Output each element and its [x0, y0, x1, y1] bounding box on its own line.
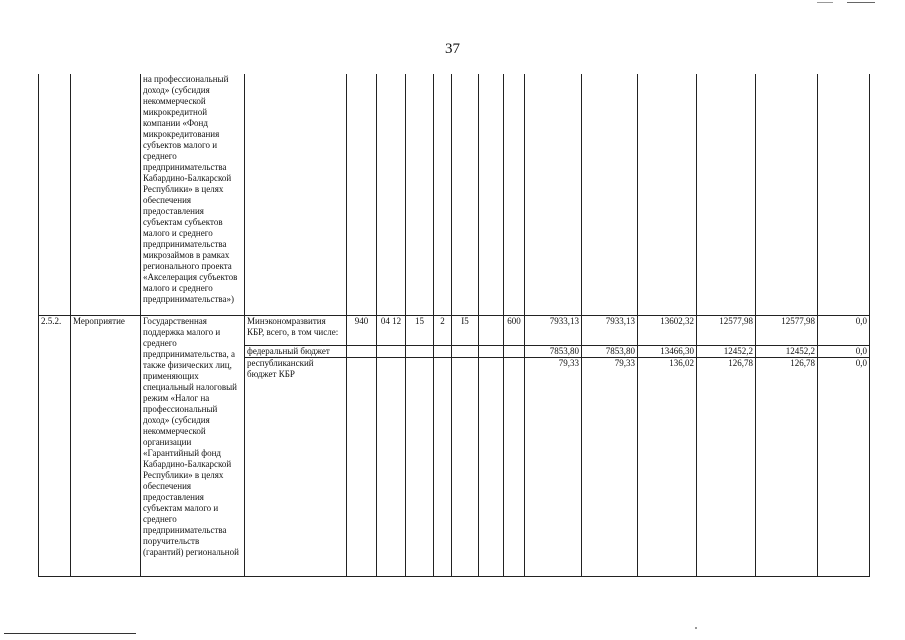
code-cell	[406, 74, 434, 315]
table-row-continuation	[39, 74, 870, 315]
description-cell: на профессиональный доход» (субсидия некоммерческой микрокредитной компании «Фонд микрокредитования субъектов малого и среднего предпринимательства Кабардино-Балкарской Республики» в целях обеспечения предоставления субъектам субъектов малого и среднего предпринимательства микрозаймов в рамках регионального проекта «Акселерация субъектов малого и среднего предпринимательства»)	[141, 74, 245, 315]
value-cell	[756, 74, 818, 315]
value-cell: 79,33	[525, 357, 582, 576]
code-cs-1: 15	[406, 315, 434, 345]
value-cell: 7853,80	[582, 345, 638, 357]
code-empty	[479, 315, 504, 345]
code-cell	[504, 74, 525, 315]
code-cell	[504, 357, 525, 576]
code-cell	[479, 74, 504, 315]
scan-mark	[847, 2, 875, 3]
value-cell: 13466,30	[638, 345, 697, 357]
value-cell: 12452,2	[697, 345, 756, 357]
code-grbs: 940	[347, 315, 377, 345]
value-cell: 7853,80	[525, 345, 582, 357]
code-cell	[347, 357, 377, 576]
footnote-rule	[4, 633, 136, 634]
type-cell	[71, 74, 141, 315]
code-cell	[434, 345, 452, 357]
code-cell	[377, 74, 406, 315]
code-cell	[452, 357, 479, 576]
table-row-total	[39, 315, 870, 345]
row-description: Государственная поддержка малого и среднего предпринимательства, а также физических лиц, применяющих специальный налоговый режим «Налог на профессиональный доход» (субсидия некоммерческой организации «Гарантийный фонд Кабардино-Балкарской Республики» в целях обеспечения предоставления субъектам малого и среднего предпринимательства поручительств (гарантий) региональной	[141, 315, 245, 576]
value-cell: 126,78	[697, 357, 756, 576]
code-cell	[406, 345, 434, 357]
value-cell: 79,33	[582, 357, 638, 576]
code-cell	[434, 357, 452, 576]
code-cell	[406, 357, 434, 576]
code-rz-pr: 04 12	[377, 315, 406, 345]
code-cs-2: 2	[434, 315, 452, 345]
code-cell	[452, 74, 479, 315]
value-cell: 12452,2	[756, 345, 818, 357]
source-label: Минэкономразвития КБР, всего, в том числе:	[245, 315, 347, 345]
source-label: федеральный бюджет	[245, 345, 347, 357]
code-vr: 600	[504, 315, 525, 345]
value-cell: 7933,13	[582, 315, 638, 345]
page-number: 37	[445, 41, 460, 57]
code-cell	[504, 345, 525, 357]
row-number: 2.5.2.	[39, 315, 71, 576]
code-cell	[479, 345, 504, 357]
value-cell	[697, 74, 756, 315]
value-cell: 13602,32	[638, 315, 697, 345]
value-cell	[638, 74, 697, 315]
value-cell: 126,78	[756, 357, 818, 576]
code-cell	[347, 74, 377, 315]
row-type: Мероприятие	[71, 315, 141, 576]
budget-table	[38, 74, 870, 577]
code-cell	[434, 74, 452, 315]
value-cell: 12577,98	[756, 315, 818, 345]
scan-dot	[695, 627, 697, 629]
code-cell	[452, 345, 479, 357]
code-cell	[377, 357, 406, 576]
value-cell: 0,0	[818, 345, 870, 357]
number-cell	[39, 74, 71, 315]
source-label: республиканский бюджет КБР	[245, 357, 347, 576]
value-cell: 7933,13	[525, 315, 582, 345]
value-cell: 12577,98	[697, 315, 756, 345]
source-cell	[245, 74, 347, 315]
code-cell	[347, 345, 377, 357]
value-cell: 0,0	[818, 315, 870, 345]
value-cell	[818, 74, 870, 315]
value-cell	[525, 74, 582, 315]
code-cell	[377, 345, 406, 357]
value-cell: 136,02	[638, 357, 697, 576]
scan-mark	[817, 2, 833, 3]
value-cell: 0,0	[818, 357, 870, 576]
code-cell	[479, 357, 504, 576]
value-cell	[582, 74, 638, 315]
code-cs-3: I5	[452, 315, 479, 345]
